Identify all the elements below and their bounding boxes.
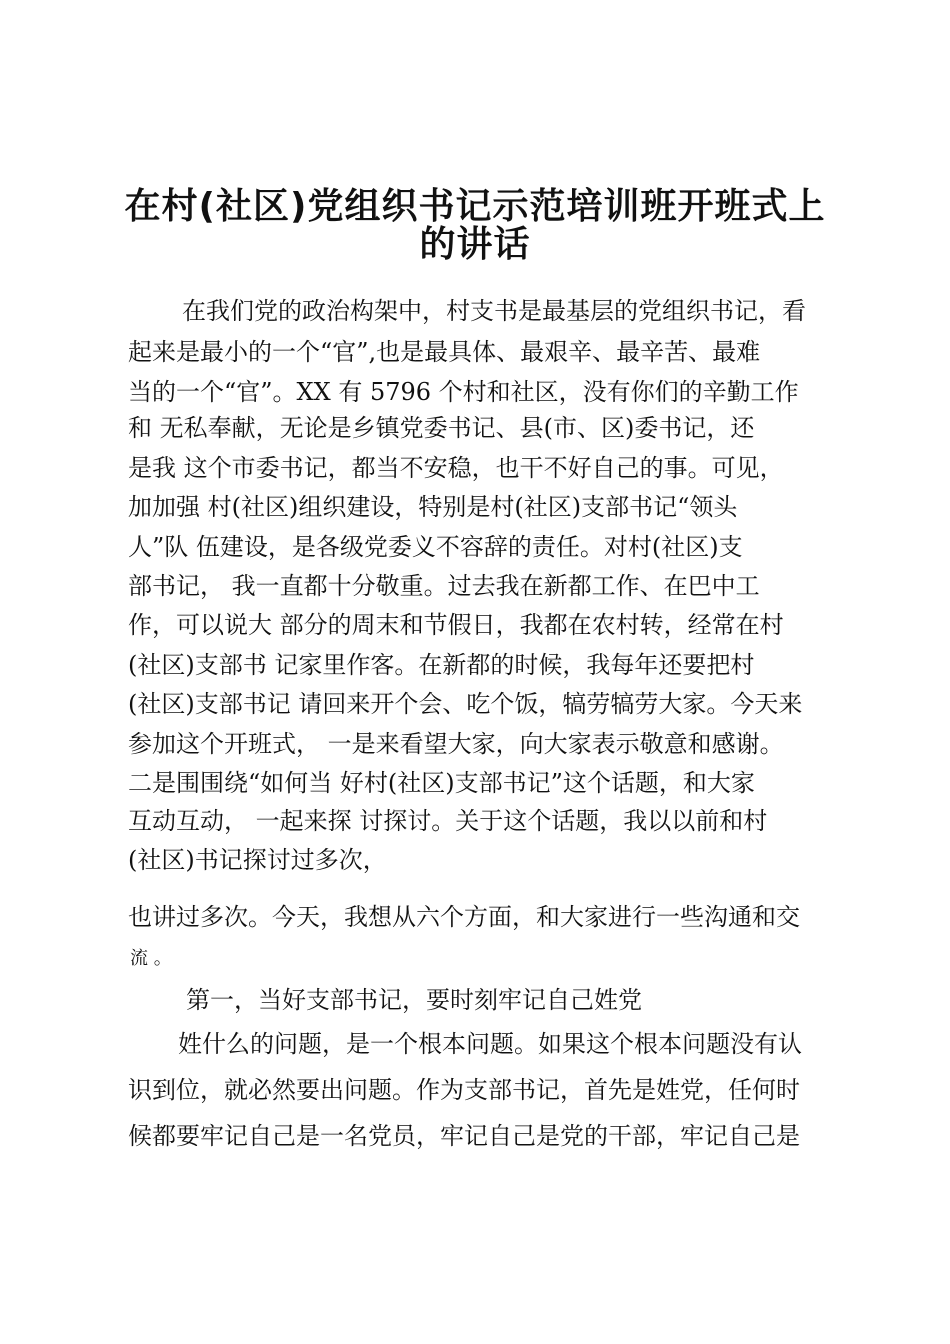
paragraph-line: 和 无私奉献，无论是乡镇党委书记、县(市、区)委书记，还 bbox=[128, 414, 755, 442]
document-title-line-1: 在村(社区)党组织书记示范培训班开班式上 bbox=[124, 186, 826, 227]
paragraph-line: 识到位，就必然要出问题。作为支部书记，首先是姓党，任何时 bbox=[128, 1076, 800, 1104]
paragraph-line: 在我们党的政治构架中，村支书是最基层的党组织书记，看 bbox=[182, 297, 806, 325]
paragraph-line: 互动互动， 一起来探 讨探讨。关于这个话题，我以以前和村 bbox=[128, 807, 768, 835]
paragraph-line: 当的一个“官”。XX 有 5796 个村和社区，没有你们的辛勤工作 bbox=[128, 378, 799, 406]
paragraph-line: (社区)书记探讨过多次， bbox=[128, 846, 387, 874]
paragraph-line: 姓什么的问题，是一个根本问题。如果这个根本问题没有认 bbox=[178, 1030, 802, 1058]
paragraph-line: 加加强 村(社区)组织建设，特别是村(社区)支部书记“领头 bbox=[128, 493, 738, 521]
document-title-line-2: 的讲话 bbox=[419, 224, 531, 265]
paragraph-line: 是我 这个市委书记，都当不安稳，也干不好自己的事。可见， bbox=[128, 454, 784, 482]
paragraph-line: 部书记， 我一直都十分敬重。过去我在新都工作、在巴中工 bbox=[128, 572, 760, 600]
paragraph-line: 也讲过多次。今天，我想从六个方面，和大家进行一些沟通和交 bbox=[128, 903, 800, 931]
paragraph-line: 人”队 伍建设，是各级党委义不容辞的责任。对村(社区)支 bbox=[128, 533, 743, 561]
paragraph-line: 起来是最小的一个“官”,也是最具体、最艰辛、最辛苦、最难 bbox=[128, 338, 761, 366]
section-heading: 第一，当好支部书记，要时刻牢记自己姓党 bbox=[186, 986, 642, 1014]
paragraph-line: 二是围围绕“如何当 好村(社区)支部书记”这个话题，和大家 bbox=[128, 769, 755, 797]
paragraph-line: 参加这个开班式， 一是来看望大家，向大家表示敬意和感谢。 bbox=[128, 730, 784, 758]
paragraph-line: 候都要牢记自己是一名党员，牢记自己是党的干部，牢记自己是 bbox=[128, 1122, 800, 1150]
paragraph-line: (社区)支部书 记家里作客。在新都的时候，我每年还要把村 bbox=[128, 651, 755, 679]
paragraph-line: 流 。 bbox=[130, 948, 172, 969]
paragraph-line: 作，可以说大 部分的周末和节假日，我都在农村转，经常在村 bbox=[128, 611, 784, 639]
paragraph-line: (社区)支部书记 请回来开个会、吃个饭，犒劳犒劳大家。今天来 bbox=[128, 690, 803, 718]
